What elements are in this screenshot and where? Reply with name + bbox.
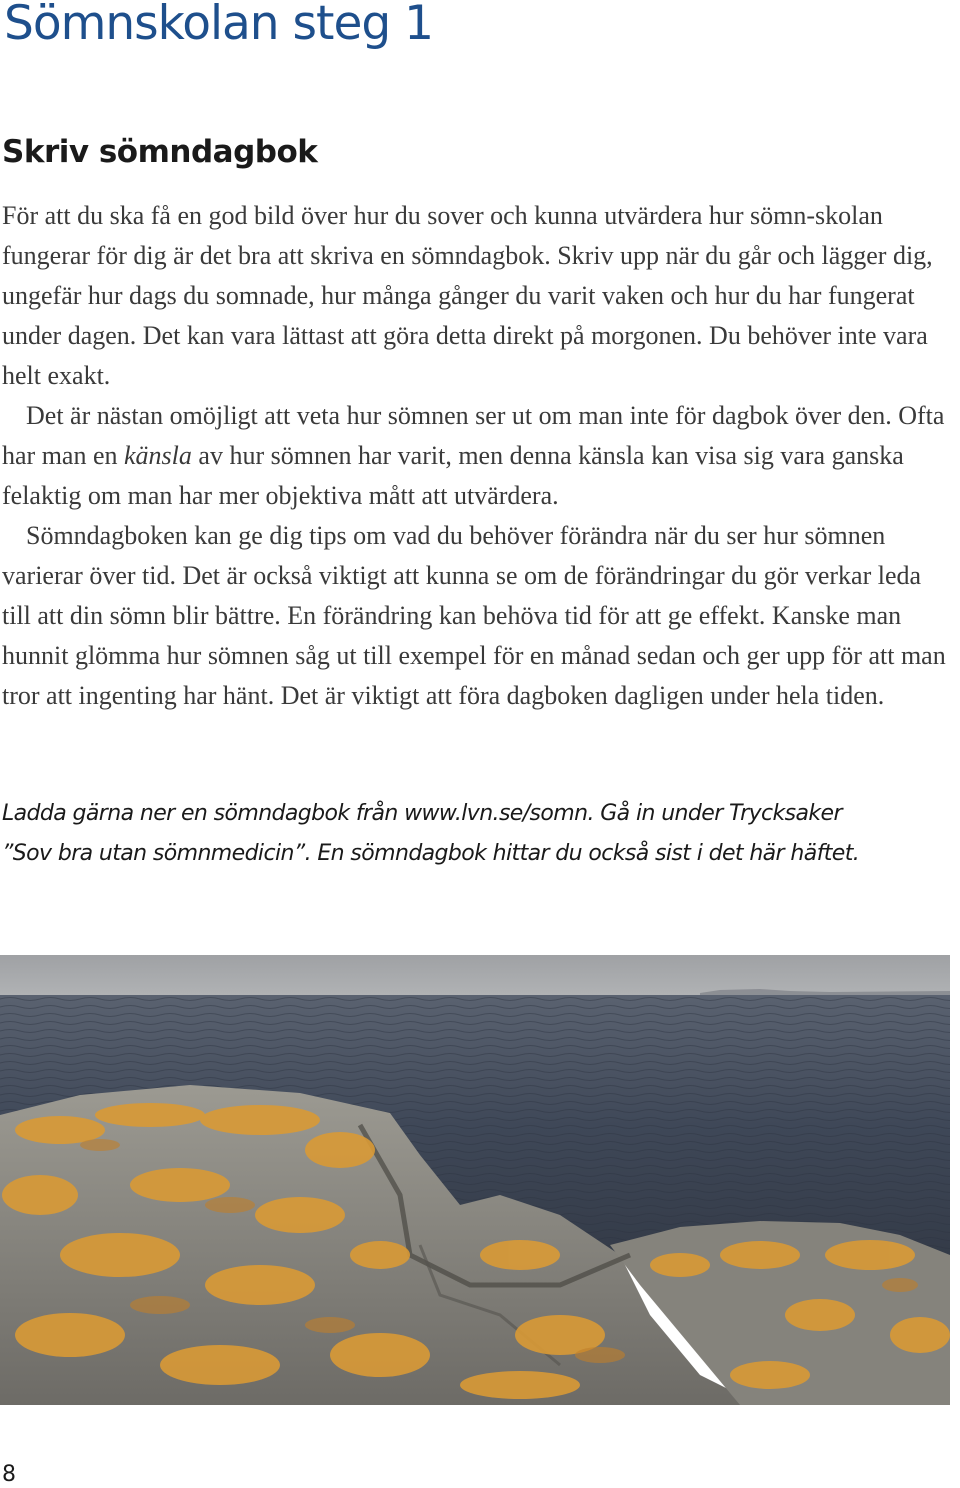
- page-number: 8: [2, 1462, 16, 1487]
- download-note-line-2: ”Sov bra utan sömnmedicin”. En sömndagbok hittar du också sist i det här häftet.: [2, 841, 860, 866]
- emphasis-word: känsla: [124, 441, 192, 470]
- paragraph-text: av hur sömnen har varit, men denna känsla kan visa sig vara ganska felaktig om man har mer objektiva mått att utvärdera.: [2, 441, 904, 510]
- sea-and-rocks-photo: [0, 955, 950, 1405]
- paragraph-text: Det är nästan omöjligt att veta hur sömnen ser ut om man inte för dagbok över den. Ofta har man en: [2, 401, 945, 470]
- download-note-line-1: Ladda gärna ner en sömndagbok från www.lvn.se/somn. Gå in under Trycksaker: [2, 801, 842, 826]
- download-note: [2, 794, 952, 874]
- paragraph-text: Sömndagboken kan ge dig tips om vad du behöver förändra när du ser hur sömnen varierar över tid. Det är också viktigt att kunna se om de förändringar du gör verkar leda till att din sömn blir bättre. En förändring kan behöva tid för att ge effekt. Kanske man hunnit glömma hur sömnen såg ut till exempel för en månad sedan och ger upp för att man tror att ingenting har hänt. Det är viktigt att föra dagboken dagligen under hela tiden.: [2, 521, 946, 710]
- section-heading: Skriv sömndagbok: [2, 134, 318, 170]
- sky: [0, 955, 950, 995]
- page-title: Sömnskolan steg 1: [4, 0, 434, 51]
- paragraph-intro: [2, 196, 952, 396]
- paragraph-diary-importance: [2, 396, 952, 516]
- paragraph-diary-tips: [2, 516, 952, 716]
- paragraph-intro-text: För att du ska få en god bild över hur du sover och kunna utvärdera hur sömn-skolan fungerar för dig är det bra att skriva en sömndagbok. Skriv upp när du går och lägger dig, ungefär hur dags du somnade, hur många gånger du varit vaken och hur du har fungerat under dagen. Det kan vara lättast att göra detta direkt på morgonen. Du behöver inte vara helt exakt.: [2, 201, 933, 390]
- body-text: [2, 196, 952, 716]
